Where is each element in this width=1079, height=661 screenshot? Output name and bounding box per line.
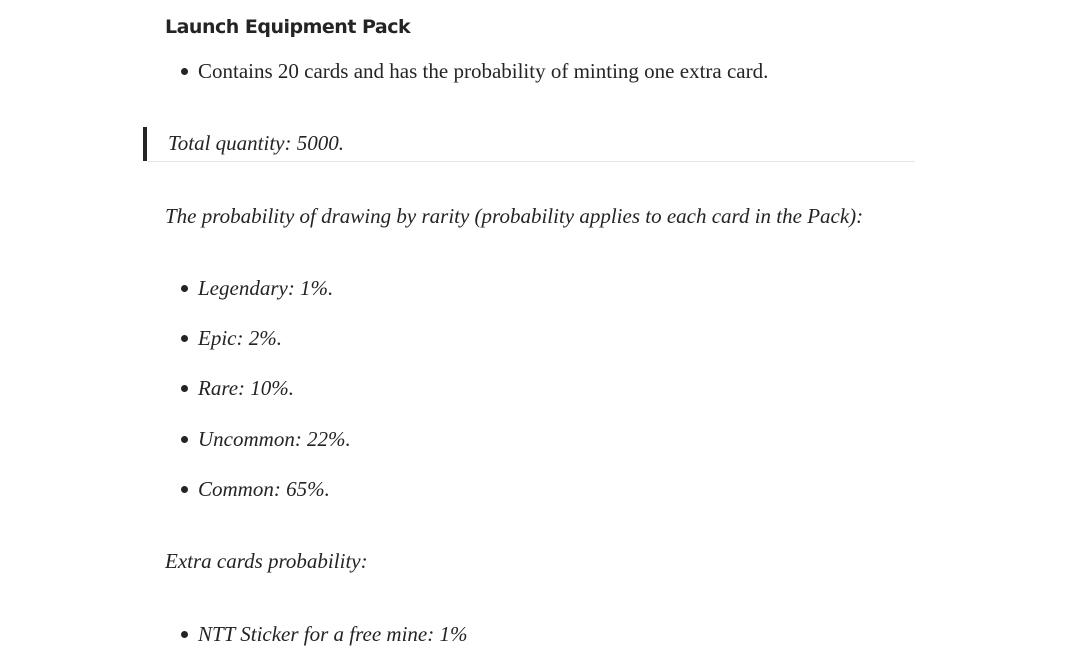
list-item	[181, 423, 351, 455]
list-item-text: Epic: 2%.	[198, 326, 282, 350]
list-item-text: NTT Sticker for a free mine: 1%	[198, 622, 468, 646]
blockquote-bar	[143, 127, 147, 161]
list-item-text: Legendary: 1%.	[198, 276, 334, 300]
section-heading: Launch Equipment Pack	[165, 16, 411, 38]
extra-intro: Extra cards probability:	[165, 549, 368, 573]
bullet-icon	[181, 335, 188, 342]
bullet-icon	[181, 436, 188, 443]
list-item-text: Common: 65%.	[198, 477, 330, 501]
rarity-intro: The probability of drawing by rarity (probability applies to each card in the Pack):	[165, 204, 864, 228]
list-item	[181, 55, 768, 87]
list-item	[181, 372, 294, 404]
divider	[148, 161, 915, 162]
bullet-icon	[181, 486, 188, 493]
list-item	[181, 473, 330, 505]
list-item-text: Contains 20 cards and has the probability of minting one extra card.	[198, 59, 769, 83]
list-item	[181, 618, 467, 650]
list-item	[181, 322, 282, 354]
list-item-text: Uncommon: 22%.	[198, 427, 351, 451]
blockquote-text: Total quantity: 5000.	[168, 131, 344, 155]
bullet-icon	[181, 385, 188, 392]
list-item	[181, 272, 333, 304]
list-item-text: Rare: 10%.	[198, 376, 295, 400]
bullet-icon	[181, 631, 188, 638]
bullet-icon	[181, 285, 188, 292]
bullet-icon	[181, 68, 188, 75]
